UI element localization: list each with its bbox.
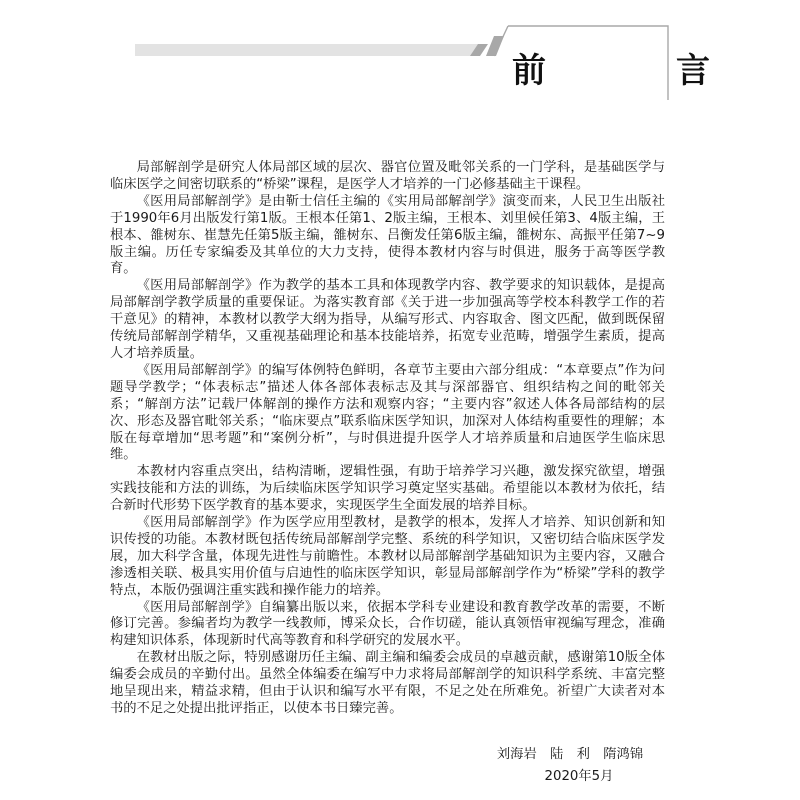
paragraph: 《医用局部解剖学》是由靳士信任主编的《实用局部解剖学》演变而来，人民卫生出版社于1990年6月出版发行第1版。王根本任第1、2版主编，王根本、刘里候任第3、4版主编，王根本、雒树东、崔慧先任第5版主编，雒树东、吕衡发任第6版主编，雒树东、高振平任第7~9版主编。历任专家编委及其单位的大力支持，使得本教材内容与时俱进，服务于高等医学教育。 [110,193,665,277]
paragraph: 《医用局部解剖学》作为教学的基本工具和体现教学内容、教学要求的知识载体，是提高局部解剖学教学质量的重要保证。为落实教育部《关于进一步加强高等学校本科教学工作的若干意见》的精神，本教材以教学大纲为指导，从编写形式、内容取舍、图文匹配，做到既保留传统局部解剖学精华，又重视基础理论和基本技能培养，拓宽专业范畴，增强学生素质，提高人才培养质量。 [110,278,665,361]
signature-block [470,744,670,788]
paragraph: 局部解剖学是研究人体局部区域的层次、器官位置及毗邻关系的一门学科，是基础医学与临床医学之间密切联系的“桥梁”课程，是医学人才培养的一门必修基础主干课程。 [110,160,665,192]
signature-date: 2020年5月 [544,769,614,784]
header-light-bar [135,44,480,56]
signature-authors: 刘海岩 陆 利 隋鸿锦 [496,747,644,762]
preface-body [110,160,665,718]
paragraph: 《医用局部解剖学》自编纂出版以来，依据本学科专业建设和教育教学改革的需要，不断修订完善。参编者均为教学一线教师，博采众长，合作切磋，能认真领悟审视编写理念，准确构建知识体系，体现新时代高等教育和科学研究的发展水平。 [110,599,665,649]
paragraph: 《医用局部解剖学》作为医学应用型教材，是教学的根本，发挥人才培养、知识创新和知识传授的功能。本教材既包括传统局部解剖学完整、系统的科学知识，又密切结合临床医学发展，加大科学含量，体现先进性与前瞻性。本教材以局部解剖学基础知识为主要内容，又融合渗透相关联、极具实用价值与启迪性的临床医学知识，彰显局部解剖学作为“桥梁”学科的教学特点，本版仍强调注重实践和操作能力的培养。 [110,515,665,598]
paragraph: 《医用局部解剖学》的编写体例特色鲜明，各章节主要由六部分组成：“本章要点”作为问题导学教学；“体表标志”描述人体各部体表标志及其与深部器官、组织结构之间的毗邻关系；“解剖方法”记载尸体解剖的操作方法和观察内容；“主要内容”叙述人体各局部结构的层次、形态及器官毗邻关系；“临床要点”联系临床医学知识，加深对人体结构重要性的理解；本版在每章增加“思考题”和“案例分析”，与时俱进提升医学人才培养质量和启迪医学生临床思维。 [110,362,665,463]
paragraph: 本教材内容重点突出，结构清晰，逻辑性强，有助于培养学习兴趣，激发探究欲望，增强实践技能和方法的训练，为后续临床医学知识学习奠定坚实基础。希望能以本教材为依托，结合新时代形势下医学教育的基本要求，实现医学生全面发展的培养目标。 [110,464,665,514]
page-title: 前 言 [512,51,758,91]
paragraph: 在教材出版之际，特别感谢历任主编、副主编和编委会成员的卓越贡献，感谢第10版全体编委会成员的辛勤付出。虽然全体编委在编写中力求将局部解剖学的知识科学系统、丰富完整地呈现出来，精益求精，但由于认识和编写水平有限，不足之处在所难免。祈望广大读者对本书的不足之处提出批评指正，以使本书日臻完善。 [110,650,665,716]
